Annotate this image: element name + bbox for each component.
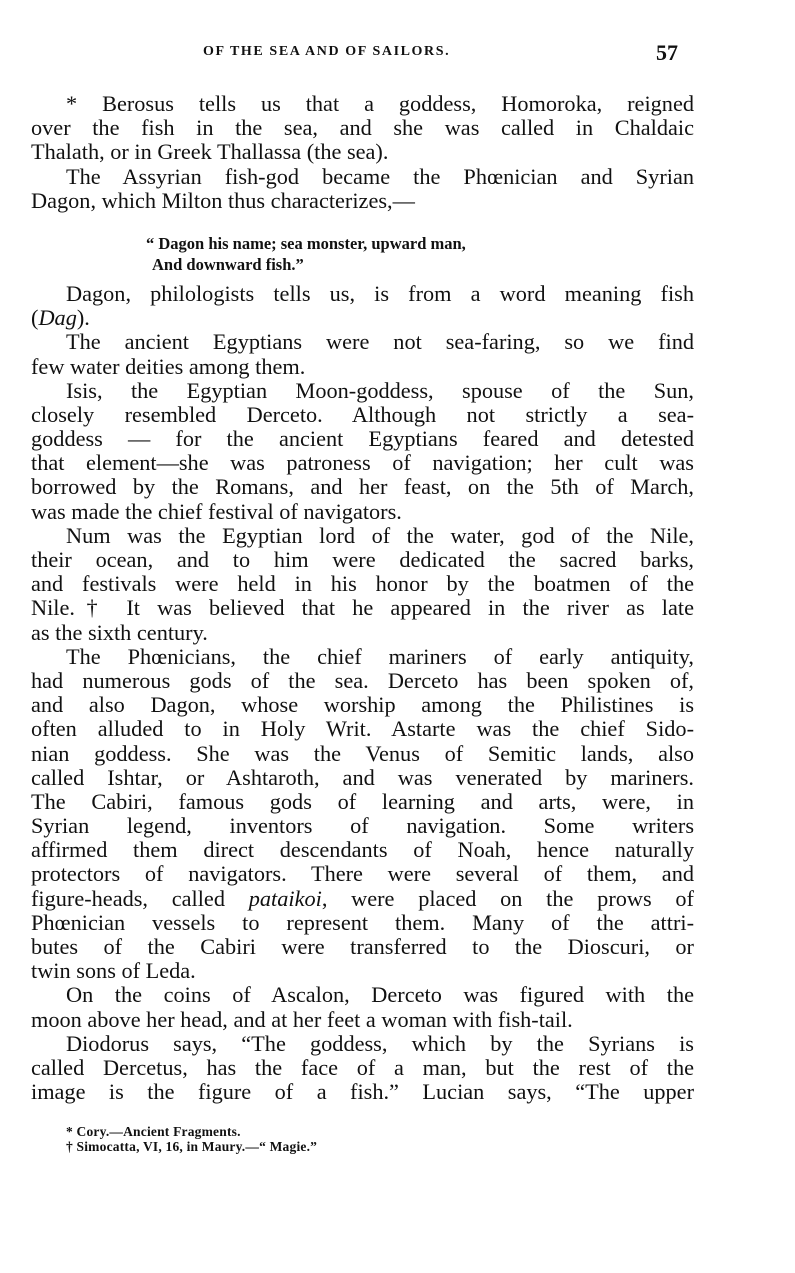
text-line (31, 306, 694, 330)
text-line: over the fish in the sea, and she was called in Chaldaic (31, 115, 694, 141)
paragraph-diodorus (31, 1032, 694, 1105)
text-line: Nile.† It was believed that he appeared in the river as late (31, 595, 694, 621)
text-fragment: figure-heads, called (31, 885, 249, 911)
text-line: goddess — for the ancient Egyptians feared and detested (31, 426, 694, 452)
text-line: was made the chief festival of navigators. (31, 498, 402, 524)
text-line: and also Dagon, whose worship among the Philistines is (31, 692, 694, 718)
text-line: Isis, the Egyptian Moon-goddess, spouse of the Sun, (66, 377, 694, 403)
text-line: called Ishtar, or Ashtaroth, and was venerated by mariners. (31, 764, 694, 790)
text-line: The ancient Egyptians were not sea-faring, so we find (66, 329, 694, 355)
text-line: butes of the Cabiri were transferred to the Dioscuri, or (31, 934, 694, 959)
page-header (0, 40, 795, 64)
milton-quote (146, 233, 466, 275)
text-fragment: , were placed on the prows of (321, 885, 694, 911)
running-title: OF THE SEA AND OF SAILORS. (203, 44, 451, 59)
italic-term-dag: Dag (38, 305, 77, 331)
text-line: their ocean, and to him were dedicated the sacred barks, (31, 547, 694, 572)
text-line: and festivals were held in his honor by the boatmen of the (31, 571, 694, 597)
text-line: On the coins of Ascalon, Derceto was figured with the (66, 982, 694, 1008)
text-line: few water deities among them. (31, 353, 306, 379)
text-line: Dagon, philologists tells us, is from a word meaning fish (66, 280, 694, 306)
text-line: moon above her head, and at her feet a woman with fish-tail. (31, 1006, 573, 1032)
paragraph-num (31, 524, 694, 645)
text-line: often alluded to in Holy Writ. Astarte was the chief Sido- (31, 716, 694, 742)
text-line: The Cabiri, famous gods of learning and arts, were, in (31, 788, 694, 814)
text-line: Phœnician vessels to represent them. Many of the attri- (31, 909, 694, 935)
footnotes (66, 1124, 317, 1154)
footnote-dagger: † Simocatta, VI, 16, in Maury.—“ Magie.” (66, 1139, 318, 1154)
paragraph-berosus (31, 92, 694, 165)
quote-line: And downward fish.” (152, 255, 304, 274)
text-line: Diodorus says, “The goddess, which by the Syrians is (66, 1030, 694, 1056)
text-line: had numerous gods of the sea. Derceto has been spoken of, (31, 667, 694, 693)
text-line: nian goddess. She was the Venus of Semitic lands, also (31, 740, 694, 766)
italic-term-pataikoi: pataikoi (248, 885, 322, 911)
text-line: that element—she was patroness of navigation; her cult was (31, 450, 694, 476)
footnote-asterisk: * Cory.—Ancient Fragments. (66, 1124, 241, 1139)
text-line: protectors of navigators. There were several of them, and (31, 861, 694, 887)
text-line: Thalath, or in Greek Thallassa (the sea). (31, 139, 389, 165)
text-line: image is the figure of a fish.” Lucian says, “The upper (31, 1079, 694, 1105)
paragraph-ascalon-coins (31, 983, 694, 1031)
text-line: The Phœnicians, the chief mariners of early antiquity, (66, 643, 694, 669)
paragraph-dagon-etymology (31, 282, 694, 330)
text-line: Num was the Egyptian lord of the water, god of the Nile, (66, 522, 694, 548)
text-line (31, 887, 694, 911)
paragraph-isis (31, 379, 694, 524)
text-line: twin sons of Leda. (31, 958, 196, 984)
text-line: The Assyrian fish-god became the Phœnician and Syrian (66, 163, 694, 189)
text-line: closely resembled Derceto. Although not strictly a sea- (31, 401, 694, 427)
page-number: 57 (656, 40, 678, 65)
text-line: as the sixth century. (31, 619, 208, 645)
paragraph-phoenicians (31, 645, 694, 984)
text-line: Syrian legend, inventors of navigation. Some writers (31, 813, 694, 839)
text-fragment: ( (31, 305, 39, 331)
text-fragment: ). (76, 305, 90, 331)
quote-line: “ Dagon his name; sea monster, upward man, (146, 234, 466, 253)
paragraph-assyrian-fish-god (31, 165, 694, 213)
text-line: called Dercetus, has the face of a man, but the rest of the (31, 1054, 694, 1080)
text-line: Dagon, which Milton thus characterizes,— (31, 187, 415, 213)
text-line: * Berosus tells us that a goddess, Homoroka, reigned (66, 91, 694, 116)
paragraph-egyptians (31, 330, 694, 378)
text-line: borrowed by the Romans, and her feast, on the 5th of March, (31, 474, 694, 500)
text-line: affirmed them direct descendants of Noah, hence naturally (31, 837, 694, 863)
